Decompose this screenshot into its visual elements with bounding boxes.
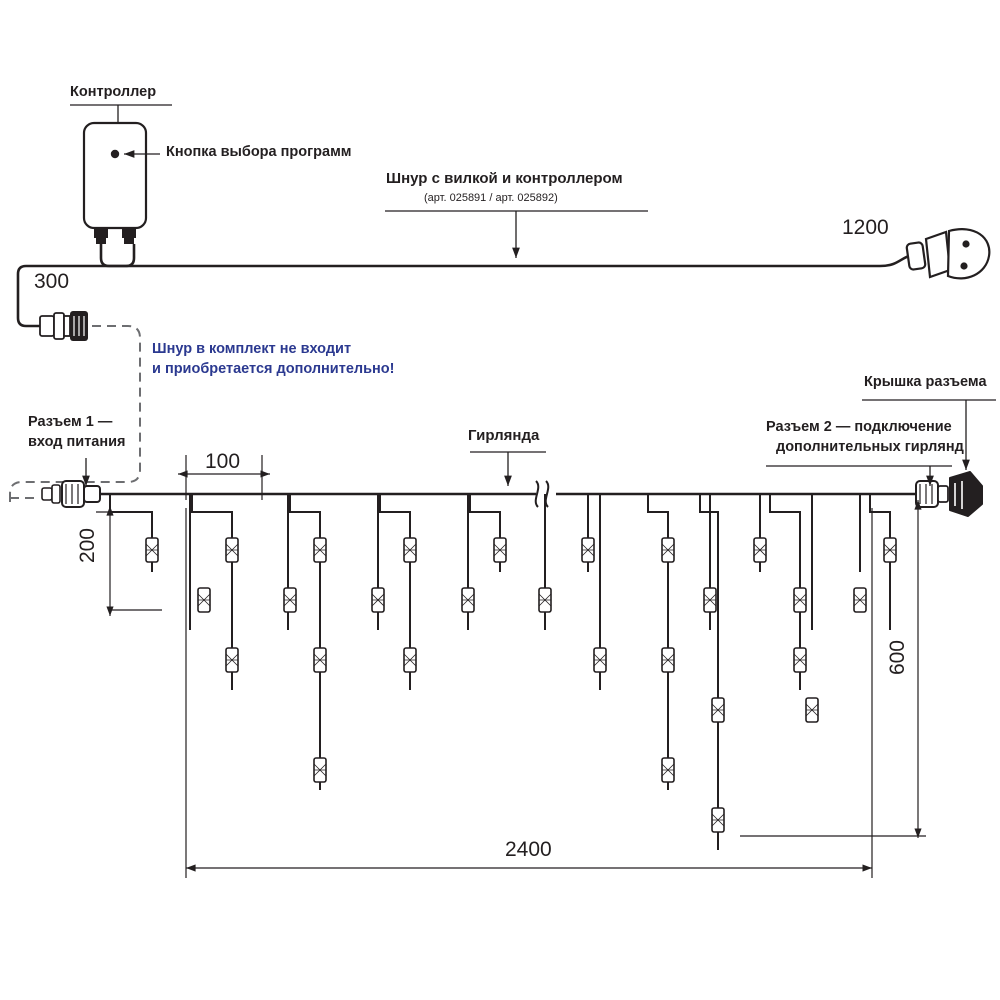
label-connector1-line2: вход питания <box>28 434 126 450</box>
dim-label-600-text: 600 <box>886 640 909 676</box>
connector1-power-input <box>42 481 100 507</box>
label-connector2-line2: дополнительных гирлянд <box>776 439 964 455</box>
dim-label-200-text: 200 <box>76 528 99 564</box>
dim-label-600 <box>886 640 911 675</box>
dim-label-1200: 1200 <box>842 216 889 239</box>
label-controller: Контроллер <box>70 84 157 100</box>
connector2-extension-output <box>916 472 982 516</box>
label-cord-with-plug: Шнур с вилкой и контроллером <box>386 170 623 187</box>
led-bulbs <box>146 538 896 832</box>
label-program-button: Кнопка выбора программ <box>166 144 352 160</box>
label-cord-not-included-line1: Шнур в комплект не входит <box>152 341 352 357</box>
controller-unit <box>84 123 146 244</box>
label-cord-not-included-line2: и приобретается дополнительно! <box>152 361 395 377</box>
label-garland: Гирлянда <box>468 427 540 444</box>
dim-label-200 <box>76 528 101 563</box>
label-connector-cap: Крышка разъема <box>864 374 987 390</box>
dim-label-100: 100 <box>205 450 241 473</box>
label-cord-articles: (арт. 025891 / арт. 025892) <box>424 192 558 204</box>
mains-plug <box>880 229 989 278</box>
connector-female-top <box>40 311 88 341</box>
label-connector1-line1: Разъем 1 — <box>28 414 113 430</box>
label-connector2-line1: Разъем 2 — подключение <box>766 419 952 435</box>
dim-label-300: 300 <box>34 270 70 293</box>
dim-label-2400: 2400 <box>505 838 552 861</box>
